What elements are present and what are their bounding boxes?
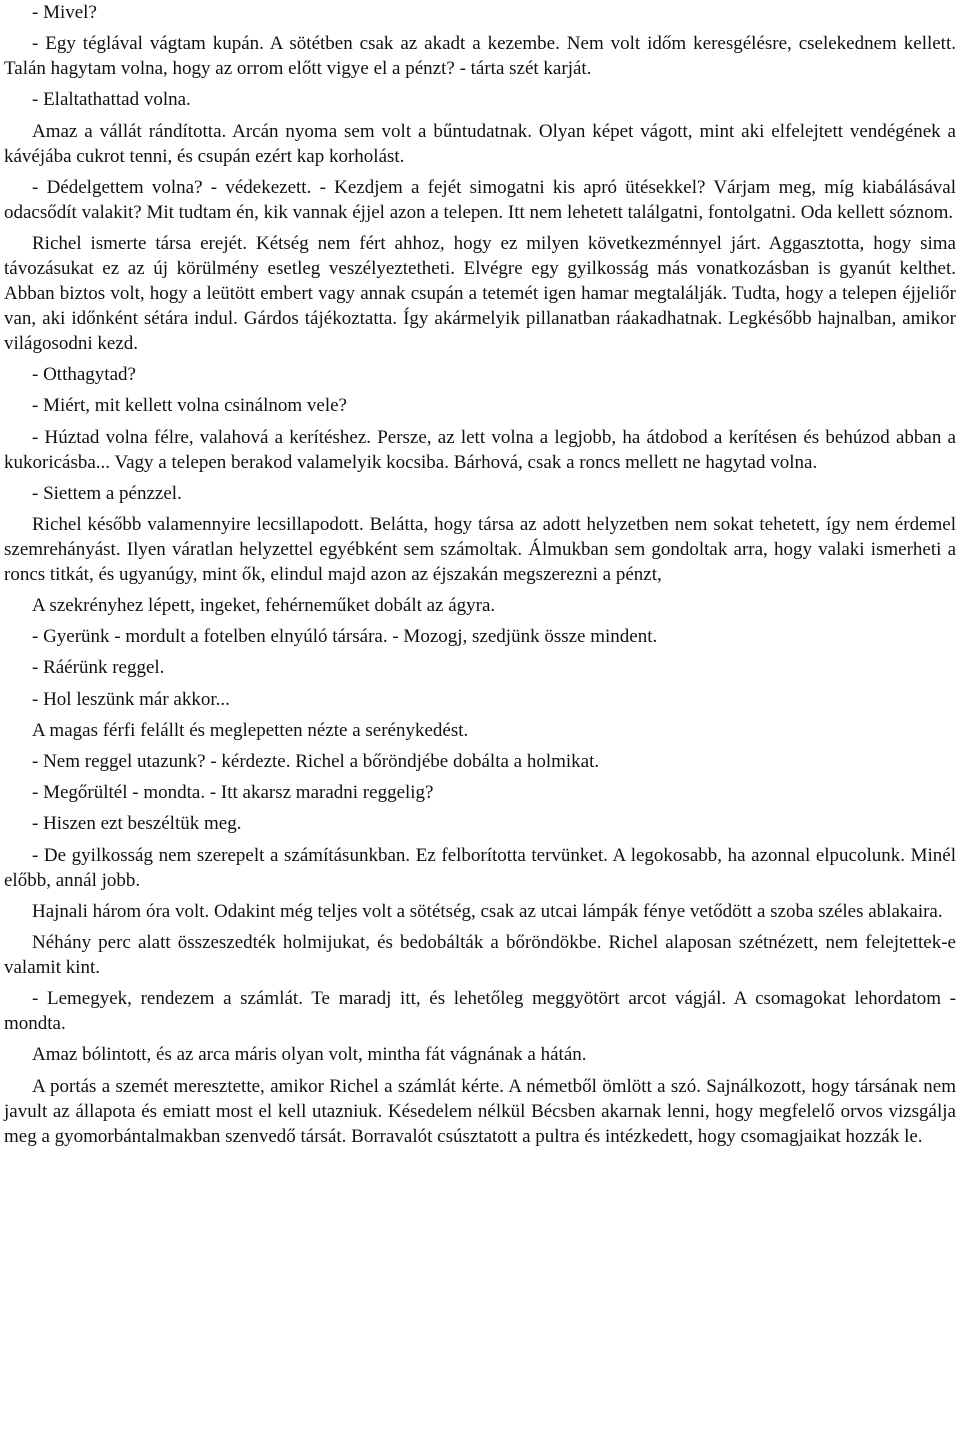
paragraph: Néhány perc alatt összeszedték holmijukat, és bedobálták a bőröndökbe. Richel alaposan szétnézett, nem felejtettek-e valamit kint. xyxy=(4,931,956,978)
paragraph: - Megőrültél - mondta. - Itt akarsz maradni reggelig? xyxy=(32,782,434,804)
paragraph: Hajnali három óra volt. Odakint még teljes volt a sötétség, csak az utcai lámpák fénye vetődött a szoba széles ablakaira. xyxy=(32,900,943,922)
paragraph: - Gyerünk - mordult a fotelben elnyúló társára. - Mozogj, szedjünk össze mindent. xyxy=(32,626,658,648)
paragraph: - Dédelgettem volna? - védekezett. - Kezdjem a fejét simogatni kis apró ütésekkel? Várjam meg, míg kiabálásával odacsődít valakit? Mit tudtam én, kik vannak éjjel azon a telepen. Itt nem lehetett találgatni, fontolgatni. Oda kellett sóznom. xyxy=(4,176,956,223)
paragraph: - Miért, mit kellett volna csinálnom vele? xyxy=(32,395,347,417)
paragraph: - Hiszen ezt beszéltük meg. xyxy=(32,813,242,835)
document-page xyxy=(4,0,956,1155)
paragraph: - Nem reggel utazunk? - kérdezte. Richel a bőröndjébe dobálta a holmikat. xyxy=(32,751,600,772)
paragraph: A portás a szemét meresztette, amikor Richel a számlát kérte. A németből ömlött a szó. Sajnálkozott, hogy társának nem javult az állapota és emiatt most el kell utazniuk. Késedelem nélkül Bécsben akarnak lenni, hogy megfelelő orvos vizsgálja meg a gyomorbántalmakban szenvedő társát. Borravalót csúsztatott a pultra és intézkedett, hogy csomagjaikat hozzák le. xyxy=(4,1075,956,1147)
paragraph: Richel később valamennyire lecsillapodott. Belátta, hogy társa az adott helyzetben nem sokat tehetett, így nem érdemel szemrehányást. Ilyen váratlan helyzettel egyébként sem számoltak. Álmukban sem gondoltak arra, hogy valaki ismerheti a roncs titkát, és ugyanúgy, mint ők, elindul majd azon az éjszakán megszerezni a pénzt, xyxy=(4,513,956,585)
paragraph: - Lemegyek, rendezem a számlát. Te maradj itt, és lehetőleg meggyötört arcot vágjál. A csomagokat lehordatom - mondta. xyxy=(4,988,956,1035)
paragraph: - Siettem a pénzzel. xyxy=(32,482,182,504)
paragraph: Amaz a vállát rándította. Arcán nyoma sem volt a bűntudatnak. Olyan képet vágott, mint aki elfelejtett vendégének a kávéjába cukrot tenni, és csupán ezért kap korholást. xyxy=(4,120,956,167)
paragraph: Amaz bólintott, és az arca máris olyan volt, mintha fát vágnának a hátán. xyxy=(32,1044,587,1066)
paragraph: - De gyilkosság nem szerepelt a számításunkban. Ez felborította tervünket. A legokosabb, ha azonnal elpucolunk. Minél előbb, annál jobb. xyxy=(4,844,956,891)
paragraph: A szekrényhez lépett, ingeket, fehérneműket dobált az ágyra. xyxy=(32,595,496,617)
paragraph: - Mivel? xyxy=(32,2,97,23)
paragraph: A magas férfi felállt és meglepetten nézte a serénykedést. xyxy=(32,719,469,741)
paragraph: Richel ismerte társa erejét. Kétség nem fért ahhoz, hogy ez milyen következménnyel járt. Aggasztotta, hogy sima távozásukat ez az új körülmény esetleg veszélyeztetheti. Elvégre egy gyilkosság más vonatkozásban is gyanút kelthet. Abban biztos volt, hogy a leütött embert vagy annak csupán a tetemét igen hamar megtalálják. Tudta, hogy a telepen éjjeliőr van, aki időnként sétára indul. Gárdos tájékoztatta. Így akármelyik pillanatban ráakadhatnak. Legkésőbb hajnalban, amikor világosodni kezd. xyxy=(4,232,956,354)
paragraph: - Hol leszünk már akkor... xyxy=(32,688,230,710)
paragraph: - Ráérünk reggel. xyxy=(32,657,165,679)
paragraph: - Otthagytad? xyxy=(32,364,136,386)
paragraph: - Húztad volna félre, valahová a kerítéshez. Persze, az lett volna a legjobb, ha átdobod a kerítésen és behúzod abban a kukoricásba... Vagy a telepen berakod valamelyik kocsiba. Bárhová, csak a roncs mellett ne hagytad volna. xyxy=(4,426,956,473)
paragraph: - Egy téglával vágtam kupán. A sötétben csak az akadt a kezembe. Nem volt időm keresgélésre, cselekednem kellett. Talán hagytam volna, hogy az orrom előtt vigye el a pénzt? - tárta szét karját. xyxy=(4,33,956,80)
paragraph: - Elaltathattad volna. xyxy=(32,89,191,111)
